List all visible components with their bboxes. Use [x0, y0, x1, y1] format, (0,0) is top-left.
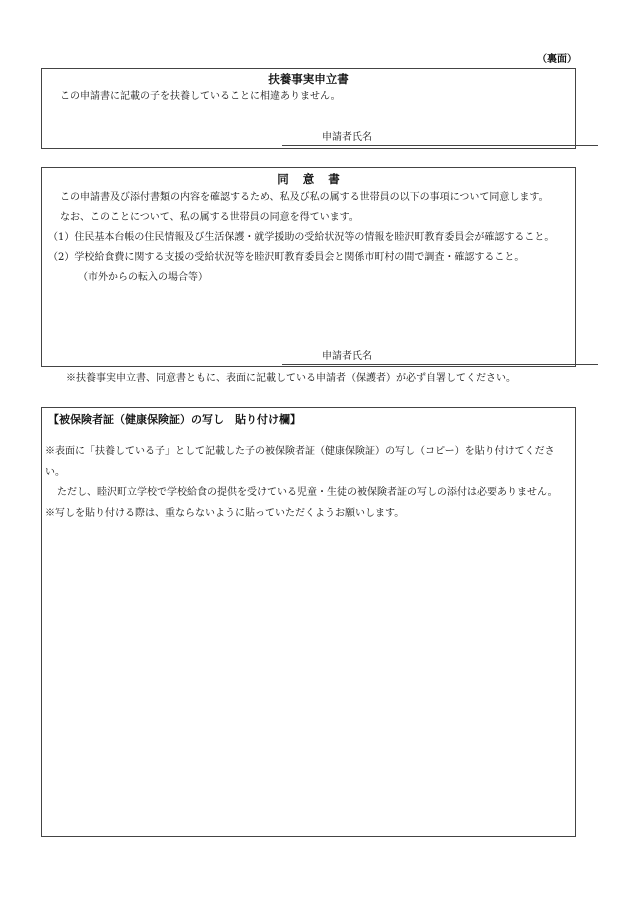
consent-box — [41, 167, 576, 367]
dependent-declaration-text: この申請書に記載の子を扶養していることに相違ありません。 — [60, 91, 341, 102]
signature-note: ※扶養事実申立書、同意書ともに、表面に記載している申請者（保護者）が必ず自署してください。 — [66, 373, 516, 384]
insurance-instruction-2: ただし、睦沢町立学校で学校給食の提供を受けている児童・生徒の被保険者証の写しの添付は必要ありません。 — [57, 487, 558, 498]
page-side-label: （裏面） — [537, 54, 577, 65]
insurance-instruction-1: ※表面に「扶養している子」として記載した子の被保険者証（健康保険証）の写し（コピー）を貼り付けてください。 — [45, 446, 555, 478]
consent-item-1: （1）住民基本台帳の住民情報及び生活保護・就学援助の受給状況等の情報を睦沢町教育委員会が確認すること。 — [48, 232, 555, 243]
insurance-card-paste-title: 【被保険者証（健康保険証）の写し 貼り付け欄】 — [48, 413, 301, 426]
consent-signature-field[interactable] — [282, 350, 598, 365]
dependent-declaration-signature-field[interactable] — [282, 131, 598, 146]
insurance-card-paste-box[interactable] — [41, 407, 576, 837]
dependent-declaration-title: 扶養事実申立書 — [268, 72, 349, 86]
signature-label: 申請者氏名 — [322, 351, 372, 362]
consent-item-2: （2）学校給食費に関する支援の受給状況等を睦沢町教育委員会と関係市町村の間で調査・確認すること。 — [48, 252, 525, 263]
consent-item-2-note: （市外からの転入の場合等） — [78, 272, 208, 283]
signature-label: 申請者氏名 — [322, 132, 372, 143]
consent-paragraph-1: この申請書及び添付書類の内容を確認するため、私及び私の属する世帯員の以下の事項について同意します。 — [60, 192, 549, 203]
consent-paragraph-2: なお、このことについて、私の属する世帯員の同意を得ています。 — [60, 212, 359, 223]
dependent-declaration-box — [41, 68, 576, 149]
consent-title: 同意書 — [277, 172, 354, 186]
insurance-instruction-3: ※写しを貼り付ける際は、重ならないように貼っていただくようお願いします。 — [45, 507, 405, 519]
